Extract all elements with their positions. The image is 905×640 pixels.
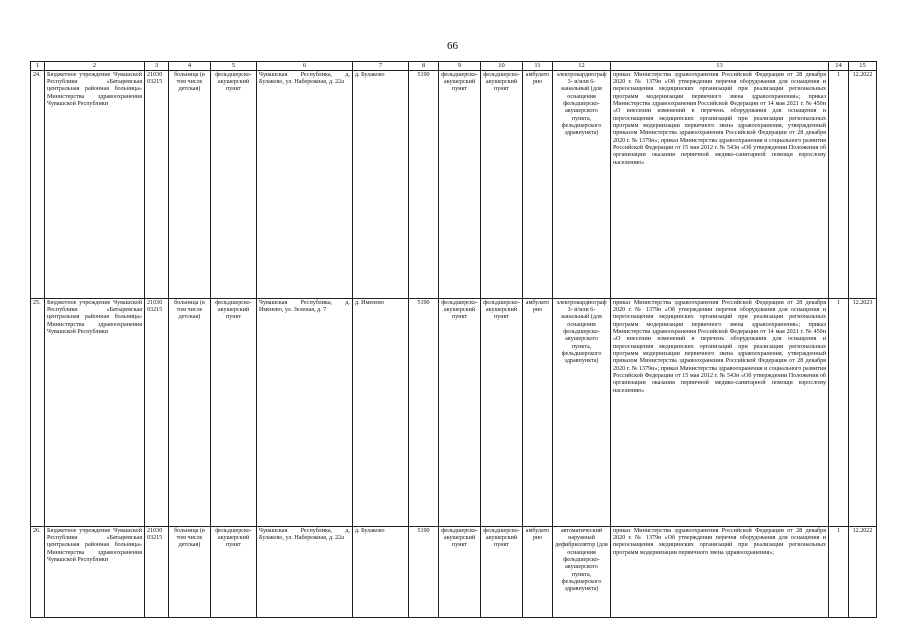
equipment-cell: электрокардиограф 3- и/или 6-канальный (для оснащения фельдшерско-акушерского пункта, фельдшерского здравпункта) (553, 70, 611, 298)
date-cell: 12.2022 (849, 526, 877, 617)
table-row (31, 526, 877, 617)
column-header: 12 (553, 62, 611, 71)
table-row (31, 70, 877, 298)
row-number: 25. (31, 298, 45, 526)
column-header: 7 (353, 62, 409, 71)
quantity-cell: 1 (829, 526, 849, 617)
column-10-cell: фельдшерско-акушерский пункт (481, 70, 523, 298)
column-header: 2 (45, 62, 145, 71)
settlement-cell: д. Булаково (353, 526, 409, 617)
unit-cell: фельдшерско-акушерский пункт (211, 526, 257, 617)
column-header: 3 (145, 62, 169, 71)
care-form-cell: амбулаторно (523, 298, 553, 526)
table-row (31, 298, 877, 526)
legal-basis-cell: приказ Министерства здравоохранения Российской Федерации от 28 декабря 2020 г. № 1379н «Об утверждении перечня оборудования для оснащения и переоснащения медицинских организаций при реализации региональных программ модернизации первичного звена здравоохранения»; приказ Министерства здравоохранения Российской Федерации от 14 мая 2021 г. № 450н «О внесении изменений в перечень оборудования для оснащения и переоснащения медицинских организаций при реализации региональных программ модернизации первичного звена здравоохранения, утвержденный приказом Министерства здравоохранения Российской Федерации от 28 декабря 2020 г. № 1379н»; приказ Министерства здравоохранения и социального развития Российской Федерации от 15 мая 2012 г. № 543н «Об утверждении Положения об организации оказания первичной медико-санитарной помощи взрослому населению» (611, 70, 829, 298)
facility-type-cell: больница (в том числе детская) (169, 70, 211, 298)
equipment-cell: электрокардиограф 3- и/или 6-канальный (для оснащения фельдшерско-акушерского пункта, фельдшерского здравпункта) (553, 298, 611, 526)
column-10-cell: фельдшерско-акушерский пункт (481, 526, 523, 617)
code-cell: 21030 03215 (145, 526, 169, 617)
organization-cell: Бюджетное учреждение Чувашской Республики «Батыревская центральная районная больница» Министерства здравоохранения Чувашской Республики (45, 70, 145, 298)
facility-type-cell: больница (в том числе детская) (169, 526, 211, 617)
count-cell: 5190 (409, 526, 439, 617)
legal-basis-cell: приказ Министерства здравоохранения Российской Федерации от 28 декабря 2020 г. № 1379н «Об утверждении перечня оборудования для оснащения и переоснащения медицинских организаций при реализации региональных программ модернизации первичного звена здравоохранения»; приказ Министерства здравоохранения Российской Федерации от 14 мая 2021 г. № 450н «О внесении изменений в перечень оборудования для оснащения и переоснащения медицинских организаций при реализации региональных программ модернизации первичного звена здравоохранения, утвержденный приказом Министерства здравоохранения Российской Федерации от 28 декабря 2020 г. № 1379н»; приказ Министерства здравоохранения и социального развития Российской Федерации от 15 мая 2012 г. № 543н «Об утверждении Положения об организации оказания первичной медико-санитарной помощи взрослому населению» (611, 298, 829, 526)
column-9-cell: фельдшерско-акушерский пункт (439, 298, 481, 526)
row-number: 26. (31, 526, 45, 617)
address-cell: Чувашская Республика, д. Именево, ул. Зеленая, д. 7 (257, 298, 353, 526)
column-header: 14 (829, 62, 849, 71)
address-cell: Чувашская Республика, д. Булаково, ул. Набережная, д. 22а (257, 70, 353, 298)
care-form-cell: амбулаторно (523, 70, 553, 298)
column-header: 4 (169, 62, 211, 71)
column-9-cell: фельдшерско-акушерский пункт (439, 526, 481, 617)
column-header: 5 (211, 62, 257, 71)
column-header: 15 (849, 62, 877, 71)
column-9-cell: фельдшерско-акушерский пункт (439, 70, 481, 298)
code-cell: 21030 03215 (145, 298, 169, 526)
column-header: 13 (611, 62, 829, 71)
data-table (30, 61, 877, 618)
count-cell: 5190 (409, 298, 439, 526)
address-cell: Чувашская Республика, д. Булаково, ул. Набережная, д. 22а (257, 526, 353, 617)
quantity-cell: 1 (829, 298, 849, 526)
facility-type-cell: больница (в том числе детская) (169, 298, 211, 526)
organization-cell: Бюджетное учреждение Чувашской Республики «Батыревская центральная районная больница» Министерства здравоохранения Чувашской Республики (45, 298, 145, 526)
column-header: 9 (439, 62, 481, 71)
date-cell: 12.2023 (849, 298, 877, 526)
column-header-row (31, 62, 877, 71)
column-header: 11 (523, 62, 553, 71)
organization-cell: Бюджетное учреждение Чувашской Республики «Батыревская центральная районная больница» Министерства здравоохранения Чувашской Республики (45, 526, 145, 617)
code-cell: 21030 03215 (145, 70, 169, 298)
quantity-cell: 1 (829, 70, 849, 298)
settlement-cell: д. Именево (353, 298, 409, 526)
column-header: 8 (409, 62, 439, 71)
care-form-cell: амбулаторно (523, 526, 553, 617)
equipment-cell: автоматический наружный дефибриллятор (для оснащения фельдшерско-акушерского пункта, фельдшерского здравпункта) (553, 526, 611, 617)
column-header: 10 (481, 62, 523, 71)
page-number: 66 (447, 40, 458, 52)
legal-basis-cell: приказ Министерства здравоохранения Российской Федерации от 28 декабря 2020 г. № 1379н «Об утверждении перечня оборудования для оснащения и переоснащения медицинских организаций при реализации региональных программ модернизации первичного звена здравоохранения»; (611, 526, 829, 617)
column-header: 6 (257, 62, 353, 71)
count-cell: 5190 (409, 70, 439, 298)
unit-cell: фельдшерско-акушерский пункт (211, 298, 257, 526)
unit-cell: фельдшерско-акушерский пункт (211, 70, 257, 298)
settlement-cell: д. Булаково (353, 70, 409, 298)
row-number: 24. (31, 70, 45, 298)
date-cell: 12.2022 (849, 70, 877, 298)
column-10-cell: фельдшерско-акушерский пункт (481, 298, 523, 526)
column-header: 1 (31, 62, 45, 71)
